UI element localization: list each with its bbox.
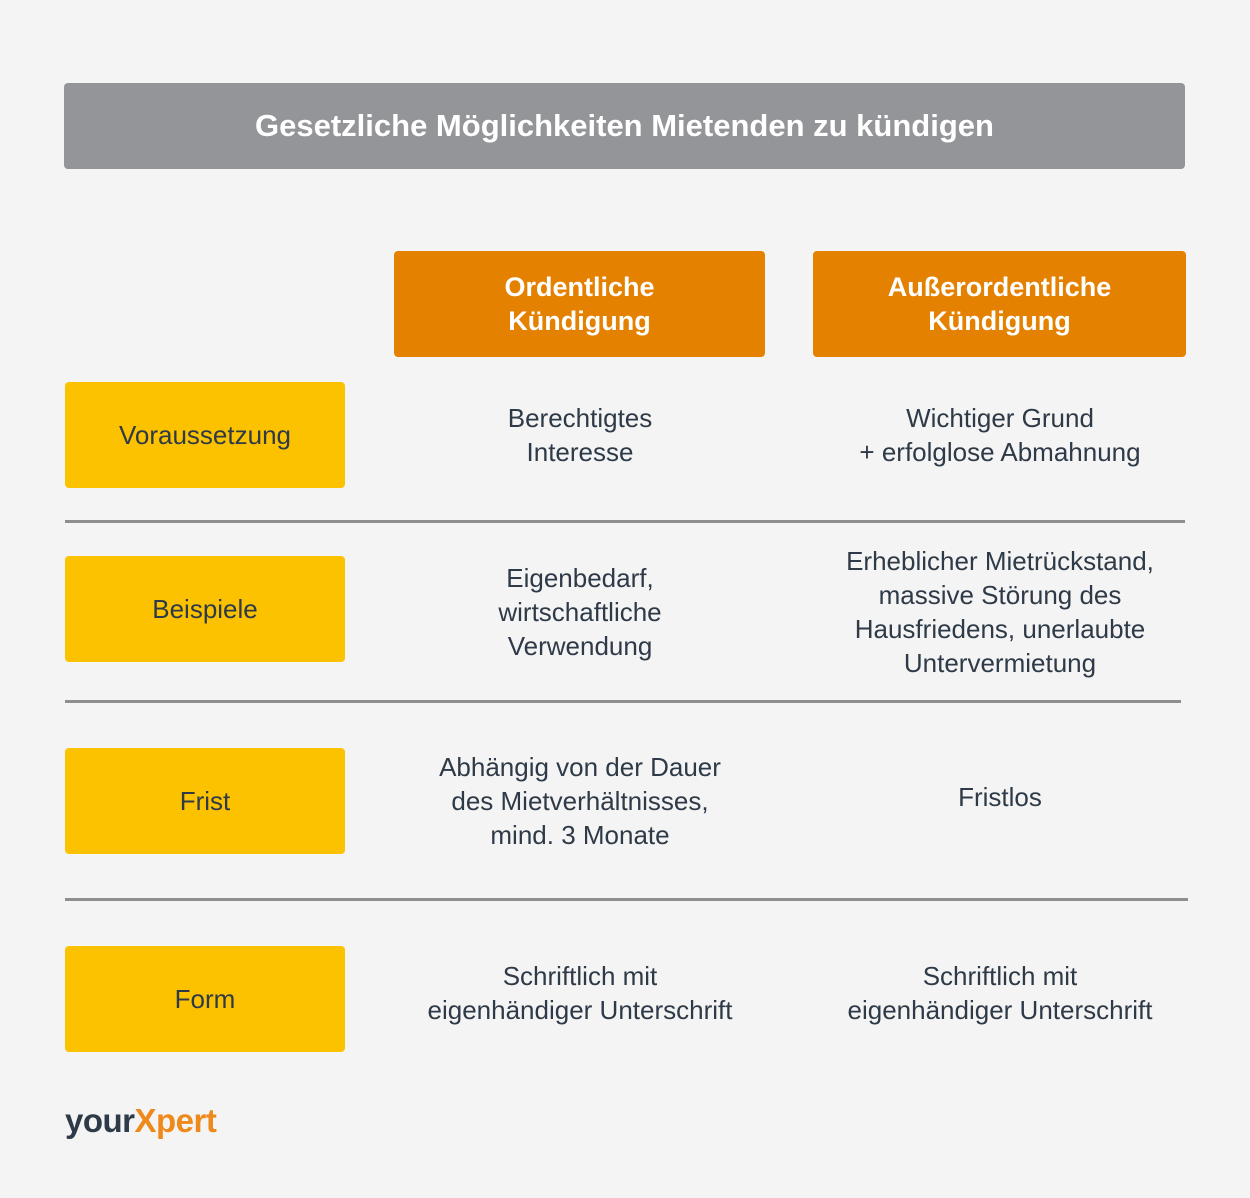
cell-text: Schriftlich mit eigenhändiger Unterschrift — [847, 961, 1153, 1025]
column-header-ausserordentlich-label: Außerordentliche Kündigung — [887, 272, 1112, 336]
row-label-text: Voraussetzung — [118, 419, 291, 450]
logo-part-your: your — [65, 1102, 135, 1139]
cell-voraussetzung-ausserordentlich — [800, 382, 1200, 488]
row-label-beispiele — [65, 556, 345, 662]
row-label-text: Beispiele — [152, 593, 258, 624]
title-bar — [64, 83, 1185, 169]
logo-part-xpert: Xpert — [134, 1102, 217, 1139]
cell-text: Berechtigtes Interesse — [507, 403, 653, 467]
cell-text: Fristlos — [958, 782, 1042, 812]
cell-beispiele-ausserordentlich — [800, 544, 1200, 680]
column-header-ausserordentlich — [813, 251, 1186, 357]
yourxpert-logo — [65, 1102, 216, 1140]
cell-form-ordentlich — [380, 940, 780, 1046]
row-divider — [65, 898, 1188, 901]
cell-frist-ordentlich — [380, 750, 780, 852]
cell-text: Wichtiger Grund + erfolglose Abmahnung — [859, 403, 1141, 467]
row-label-frist — [65, 748, 345, 854]
row-divider — [65, 520, 1185, 523]
cell-text: Schriftlich mit eigenhändiger Unterschrift — [427, 961, 733, 1025]
column-header-ordentlich-label: Ordentliche Kündigung — [504, 272, 655, 336]
cell-voraussetzung-ordentlich — [380, 382, 780, 488]
page-title: Gesetzliche Möglichkeiten Mietenden zu kündigen — [255, 108, 994, 143]
column-header-ordentlich — [394, 251, 765, 357]
cell-form-ausserordentlich — [800, 940, 1200, 1046]
row-label-text: Frist — [179, 785, 231, 816]
cell-text: Abhängig von der Dauer des Mietverhältnisses, mind. 3 Monate — [439, 752, 721, 850]
row-divider — [65, 700, 1181, 703]
cell-beispiele-ordentlich — [380, 544, 780, 680]
row-label-form — [65, 946, 345, 1052]
cell-frist-ausserordentlich — [800, 750, 1200, 844]
cell-text: Eigenbedarf, wirtschaftliche Verwendung — [498, 563, 662, 661]
row-label-voraussetzung — [65, 382, 345, 488]
cell-text: Erheblicher Mietrückstand, massive Störung des Hausfriedens, unerlaubte Untervermietung — [846, 546, 1154, 678]
row-label-text: Form — [174, 983, 236, 1014]
